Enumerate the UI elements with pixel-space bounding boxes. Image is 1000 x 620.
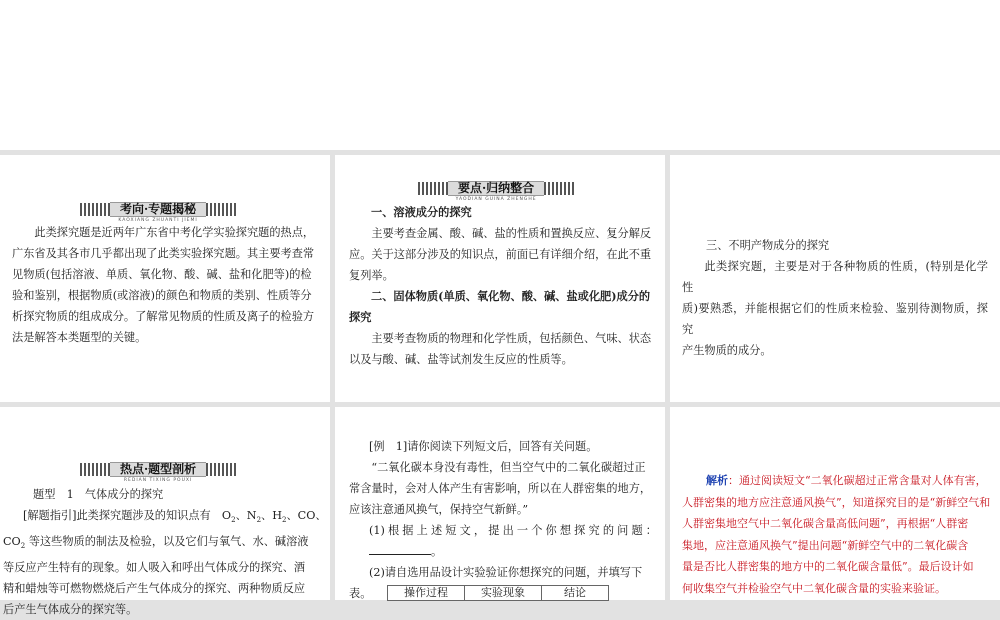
text-line: 质)要熟悉，并能根据它们的性质来检验、鉴别待测物质，探究 bbox=[682, 302, 988, 336]
table-header-row bbox=[388, 586, 609, 601]
slide-thumbnail-2[interactable] bbox=[335, 155, 665, 402]
section-heading bbox=[418, 181, 574, 202]
hatch-decoration-right bbox=[206, 203, 236, 216]
hatch-decoration-left bbox=[418, 182, 448, 195]
text-line: 主要考查金属、酸、碱、盐的性质和置换反应、复分解反 bbox=[371, 227, 652, 240]
text-line: 人群密集的地方应注意通风换气”，知道探究目的是“新鲜空气和 bbox=[682, 495, 991, 509]
heading-pinyin: KAOXIANG ZHUANTI JIEMI bbox=[118, 218, 198, 223]
text-line: 复列举。 bbox=[349, 269, 394, 282]
slide-thumbnail-4[interactable] bbox=[0, 407, 330, 617]
text-line: 广东省及其各市几乎都出现了此类实验探究题。其主要考查常 bbox=[12, 247, 315, 260]
hatch-decoration-left bbox=[80, 203, 110, 216]
text-line: 此类探究题是近两年广东省中考化学实验探究题的热点， bbox=[34, 226, 315, 239]
text-line: $CO_2$ 等这些物质的制法及检验，以及它们与氧气、水、碱溶液 bbox=[3, 535, 309, 551]
body-paragraph bbox=[349, 436, 657, 604]
quote-line: 常含量时，会对人体产生有害影响，所以在人群密集的地方， bbox=[349, 482, 652, 495]
section-heading bbox=[80, 462, 236, 483]
text-line: 应。关于这部分涉及的知识点，前面已有详细介绍，在此不重 bbox=[349, 248, 652, 261]
text-line: 产生物质的成分。 bbox=[682, 344, 772, 357]
text-line: 集地，应注意通风换气”提出问题“新鲜空气中的二氧化碳含 bbox=[682, 538, 969, 552]
guide-label: [解题指引] bbox=[23, 509, 77, 522]
body-paragraph bbox=[3, 484, 325, 620]
question-1 bbox=[349, 520, 657, 562]
subheading: 一、溶液成分的探究 bbox=[371, 205, 472, 219]
text-line: 量是否比人群密集的地方中的二氧化碳含量低”。最后设计如 bbox=[682, 560, 974, 573]
question-2-cont: 表。 bbox=[349, 587, 372, 600]
slide-thumbnail-5[interactable] bbox=[335, 407, 665, 600]
text-line bbox=[682, 470, 992, 492]
answer-blank[interactable] bbox=[369, 544, 431, 555]
question-end: 。 bbox=[431, 545, 443, 558]
experiment-table bbox=[387, 585, 609, 601]
table-header-cell: 操作过程 bbox=[388, 586, 465, 601]
text-line: [解题指引]此类探究题涉及的知识点有 $O_2$、$N_2$、$H_2$、CO、 bbox=[23, 509, 327, 525]
text-line: 法是解答本类题型的关键。 bbox=[12, 331, 147, 344]
heading-pinyin: REDIAN TIXING POUXI bbox=[123, 478, 193, 483]
table-header-cell: 结论 bbox=[542, 586, 609, 601]
example-title: [例 1]请你阅读下列短文后，回答有关问题。 bbox=[369, 440, 598, 453]
body-paragraph bbox=[349, 202, 653, 370]
hatch-decoration-left bbox=[80, 463, 110, 476]
table-header-cell: 实验现象 bbox=[465, 586, 542, 601]
analysis-text: ：通过阅读短文“二氧化碳超过正常含量对人体有害， bbox=[728, 474, 987, 487]
body-paragraph bbox=[12, 222, 318, 348]
text-line: 等反应产生特有的现象。如人吸入和呼出气体成分的探究、酒 bbox=[3, 561, 306, 575]
question-text: (1)根据上述短文，提出一个你想探究的问题： bbox=[369, 524, 657, 537]
hatch-decoration-right bbox=[206, 463, 236, 476]
question-2: (2)请自选用品设计实验验证你想探究的问题，并填写下 bbox=[369, 566, 643, 579]
text-line: 人群密集地空气中二氧化碳含量高低问题”，再根据“人群密 bbox=[682, 517, 969, 530]
quote-line: “二氧化碳本身没有毒性，但当空气中的二氧化碳超过正 bbox=[371, 461, 646, 474]
text-line: 见物质(包括溶液、单质、氧化物、酸、碱、盐和化肥等)的检 bbox=[12, 268, 312, 281]
subheading: 探究 bbox=[349, 310, 372, 324]
analysis-paragraph bbox=[682, 470, 992, 599]
text-line: 析探究物质的组成成分。了解常见物质的性质及离子的检验方 bbox=[12, 310, 315, 323]
body-paragraph bbox=[682, 235, 988, 361]
text-line: 何收集空气并检验空气中二氧化碳含量的实验来验证。 bbox=[682, 581, 946, 595]
heading-text: 热点·题型剖析 bbox=[110, 462, 206, 477]
section-heading bbox=[80, 202, 236, 223]
heading-pinyin: YAODIAN GUINA ZHENGHE bbox=[455, 197, 537, 202]
text-line-span: 等这些物质的制法及检验，以及它们与氧气、水、碱溶液 bbox=[28, 535, 309, 549]
slide-thumbnail-3[interactable] bbox=[670, 155, 1000, 402]
text-line: 验和鉴别，根据物质(或溶液)的颜色和物质的类别、性质等分 bbox=[12, 289, 312, 302]
heading-text: 考向·专题揭秘 bbox=[110, 202, 206, 217]
text-line: 精和蜡烛等可燃物燃烧后产生气体成分的探究、两种物质反应 bbox=[3, 582, 306, 596]
subheading: 二、固体物质(单质、氧化物、酸、碱、盐或化肥)成分的 bbox=[371, 289, 651, 303]
text-line: 以及与酸、碱、盐等试剂发生反应的性质等。 bbox=[349, 353, 573, 366]
text-line: 主要考查物质的物理和化学性质，包括颜色、气味、状态 bbox=[371, 332, 652, 345]
slide-thumbnail-1[interactable] bbox=[0, 155, 330, 402]
analysis-label: 解析 bbox=[706, 474, 728, 487]
text-line: 此类探究题，主要是对于各种物质的性质，(特别是化学性 bbox=[682, 260, 988, 294]
hatch-decoration-right bbox=[544, 182, 574, 195]
top-blank-area bbox=[0, 0, 1000, 150]
subheading: 三、不明产物成分的探究 bbox=[706, 239, 830, 252]
quote-line: 应该注意通风换气，保持空气新鲜。” bbox=[349, 503, 529, 516]
question-type-title: 题型 1 气体成分的探究 bbox=[33, 488, 164, 501]
heading-text: 要点·归纳整合 bbox=[448, 181, 544, 196]
guide-text: 此类探究题涉及的知识点有 O bbox=[76, 509, 232, 522]
text-line: 后产生气体成分的探究等。 bbox=[3, 603, 138, 617]
slide-thumbnail-6[interactable] bbox=[670, 407, 1000, 600]
